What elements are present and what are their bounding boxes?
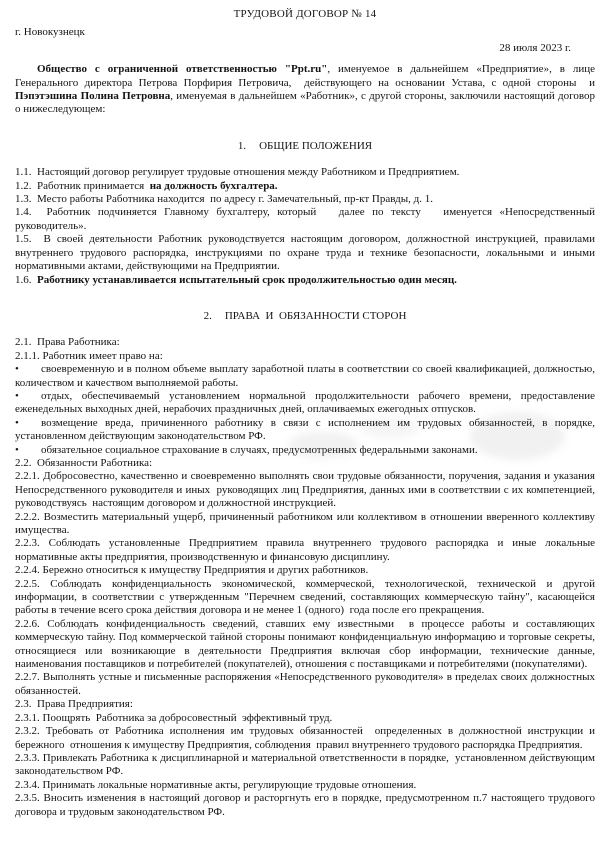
- clause-paragraph: [15, 193, 595, 206]
- text-run: 2.2.2. Возместить материальный ущерб, причиненный работником или коллективом в отношении вверенного коллективу имущества.: [15, 510, 598, 536]
- bullet-item: [15, 416, 598, 444]
- text-run: 2.2.4. Бережно относиться к имуществу Предприятия и других работников.: [15, 564, 369, 577]
- section-heading-2: [15, 310, 595, 323]
- section-number: 2.: [203, 309, 212, 322]
- text-run: 1.1. Настоящий договор регулирует трудовые отношения между Работником и Предприятием.: [15, 166, 460, 179]
- text-run: 2.2.3. Соблюдать установленные Предприятием правила внутреннего трудового распорядка и иные локальные нормативные акты предприятия, производственную и финансовую дисциплину.: [15, 537, 598, 563]
- bold-text-run: Общество с ограниченной ответственностью "Ppt.ru": [37, 63, 328, 76]
- document-body: [15, 63, 601, 819]
- clause-paragraph: [15, 180, 595, 193]
- clause-paragraph: [15, 617, 598, 672]
- clause-paragraph: [15, 457, 595, 470]
- clause-paragraph: [15, 792, 598, 819]
- text-run: 2.3.3. Привлекать Работника к дисциплинарной и материальной ответственности в порядке, установленном действующим законодательством РФ.: [15, 751, 598, 778]
- bullet-icon: •: [15, 363, 19, 376]
- text-run: 1.2. Работник принимается: [15, 179, 150, 192]
- text-run: , именуемое в дальнейшем «Предприятие», в лице Генерального директора Петрова Порфирия Петровича, действующего на основании Устава, с одной стороны и: [15, 63, 598, 89]
- text-run: 1.6.: [15, 273, 37, 286]
- clause-paragraph: [15, 725, 598, 752]
- bullet-item: [15, 363, 598, 390]
- clause-paragraph: [15, 577, 598, 618]
- clause-paragraph: [15, 470, 601, 510]
- text-run: 1.3. Место работы Работника находится по адресу г. Замечательный, пр-кт Правды, д. 1.: [15, 193, 433, 206]
- document-city: г. Новокузнецк: [15, 26, 85, 39]
- section-number: 1.: [237, 139, 247, 152]
- preamble-paragraph: [15, 63, 598, 117]
- text-run: 2.1. Права Работника:: [15, 336, 120, 349]
- clause-paragraph: [15, 206, 598, 233]
- document-date: 28 июля 2023 г.: [499, 41, 571, 54]
- text-run: 2.2. Обязанности Работника:: [15, 456, 153, 469]
- bullet-icon: •: [15, 389, 19, 402]
- clause-paragraph: [15, 671, 598, 698]
- clause-paragraph: [15, 712, 595, 725]
- document-title: ТРУДОВОЙ ДОГОВОР № 14: [233, 8, 377, 20]
- text-run: своевременную и в полном объеме выплату заработной платы в соответствии со своей квалификацией, должностью, количеством и качеством выполняемой работы.: [15, 363, 598, 389]
- clause-paragraph: [15, 166, 595, 179]
- section-heading-1: [15, 140, 595, 153]
- bullet-item: [15, 389, 598, 417]
- bold-text-run: на должность бухгалтера.: [149, 179, 278, 192]
- text-run: 2.3. Права Предприятия:: [15, 698, 133, 711]
- text-run: возмещение вреда, причиненного работнику в связи с исполнением им трудовых обязанностей, в порядке, установленном действующим законодательством РФ.: [15, 416, 598, 443]
- text-run: 2.3.1. Поощрять Работника за добросовестный эффективный труд.: [15, 711, 333, 724]
- clause-paragraph: [15, 274, 595, 287]
- clause-paragraph: [15, 751, 598, 779]
- text-run: отдых, обеспечиваемый установлением нормальной продолжительности рабочего времени, предоставление еженедельных выходных дней, нерабочих праздничных дней, оплачиваемых ежегодных отпусков.: [15, 389, 598, 416]
- clause-paragraph: [15, 698, 595, 711]
- clause-paragraph: [15, 233, 598, 273]
- text-run: 2.2.7. Выполнять устные и письменные распоряжения «Непосредственного руководителя» в пределах своих должностных обязанностей.: [15, 671, 598, 697]
- section-title: ПРАВА И ОБЯЗАННОСТИ СТОРОН: [224, 309, 407, 322]
- bullet-item: [15, 444, 595, 457]
- text-run: 1.5. В своей деятельности Работник руководствуется настоящим договором, должностной инструкцией, правилами внутреннего трудового распорядка, инструкциями по охране труда и технике безопасности, локальными и иными нормативными актами, действующими на Предприятии.: [15, 233, 598, 273]
- clause-paragraph: [15, 779, 595, 792]
- clause-paragraph: [15, 510, 598, 538]
- clause-paragraph: [15, 564, 595, 577]
- section-title: ОБЩИЕ ПОЛОЖЕНИЯ: [259, 139, 373, 152]
- text-run: 2.1.1. Работник имеет право на:: [15, 349, 163, 362]
- text-run: 2.2.6. Соблюдать конфиденциальность сведений, ставших ему известными в процессе работы и составляющих коммерческую тайну. Под коммерческой тайной стороны понимают конфиденциальную информацию и торговые секреты, относящиеся или возникающие в деятельности Предприятия включая сбор информации, технические данные, наименования поставщиков и потребителей (покупателей), отношения с поставщиками и потребителями (покупателями).: [15, 617, 598, 671]
- text-run: 1.4. Работник подчиняется Главному бухгалтеру, который далее по тексту именуется «Непосредственный руководитель».: [15, 206, 598, 232]
- bold-text-run: Пэпэтэшина Полина Петровна: [15, 90, 171, 103]
- text-run: 2.3.5. Вносить изменения в настоящий договор и расторгнуть его в порядке, предусмотренном п.7 настоящего трудового договора и трудовым законодательством РФ.: [15, 792, 598, 818]
- text-run: 2.3.2. Требовать от Работника исполнения им трудовых обязанностей определенных в должностной инструкции и бережного отношения к имуществу Предприятия, соблюдения правил внутреннего трудового распорядка Предприятия.: [15, 725, 598, 751]
- clause-paragraph: [15, 537, 598, 564]
- text-run: , именуемая в дальнейшем «Работник», с другой стороны, заключили настоящий договор о нижеследующем:: [15, 90, 598, 116]
- bold-text-run: Работнику устанавливается испытательный срок продолжительностью один месяц.: [37, 273, 457, 286]
- clause-paragraph: [15, 350, 595, 363]
- clause-paragraph: [15, 336, 595, 349]
- text-run: обязательное социальное страхование в случаях, предусмотренных федеральными законами.: [41, 443, 478, 456]
- bullet-icon: •: [15, 443, 19, 456]
- bullet-icon: •: [15, 416, 19, 429]
- text-run: 2.2.5. Соблюдать конфиденциальность экономической, коммерческой, технологической, технической и другой информации, в соответствии с утвержденным "Перечнем сведений, составляющих коммерческую тайну", касающейся работы в течение всего срока действия договора и не менее 1 (одного) года после его прекращения.: [15, 577, 598, 617]
- text-run: 2.3.4. Принимать локальные нормативные акты, регулирующие трудовые отношения.: [15, 778, 417, 791]
- text-run: 2.2.1. Добросовестно, качественно и своевременно выполнять свои трудовые обязанности, поручения, задания и указания Непосредственного руководителя и иных руководящих лиц Предприятия, данных ими в соответствии с их компетенцией, руководствуясь настоящим договором и должностной инструкцией.: [15, 470, 601, 510]
